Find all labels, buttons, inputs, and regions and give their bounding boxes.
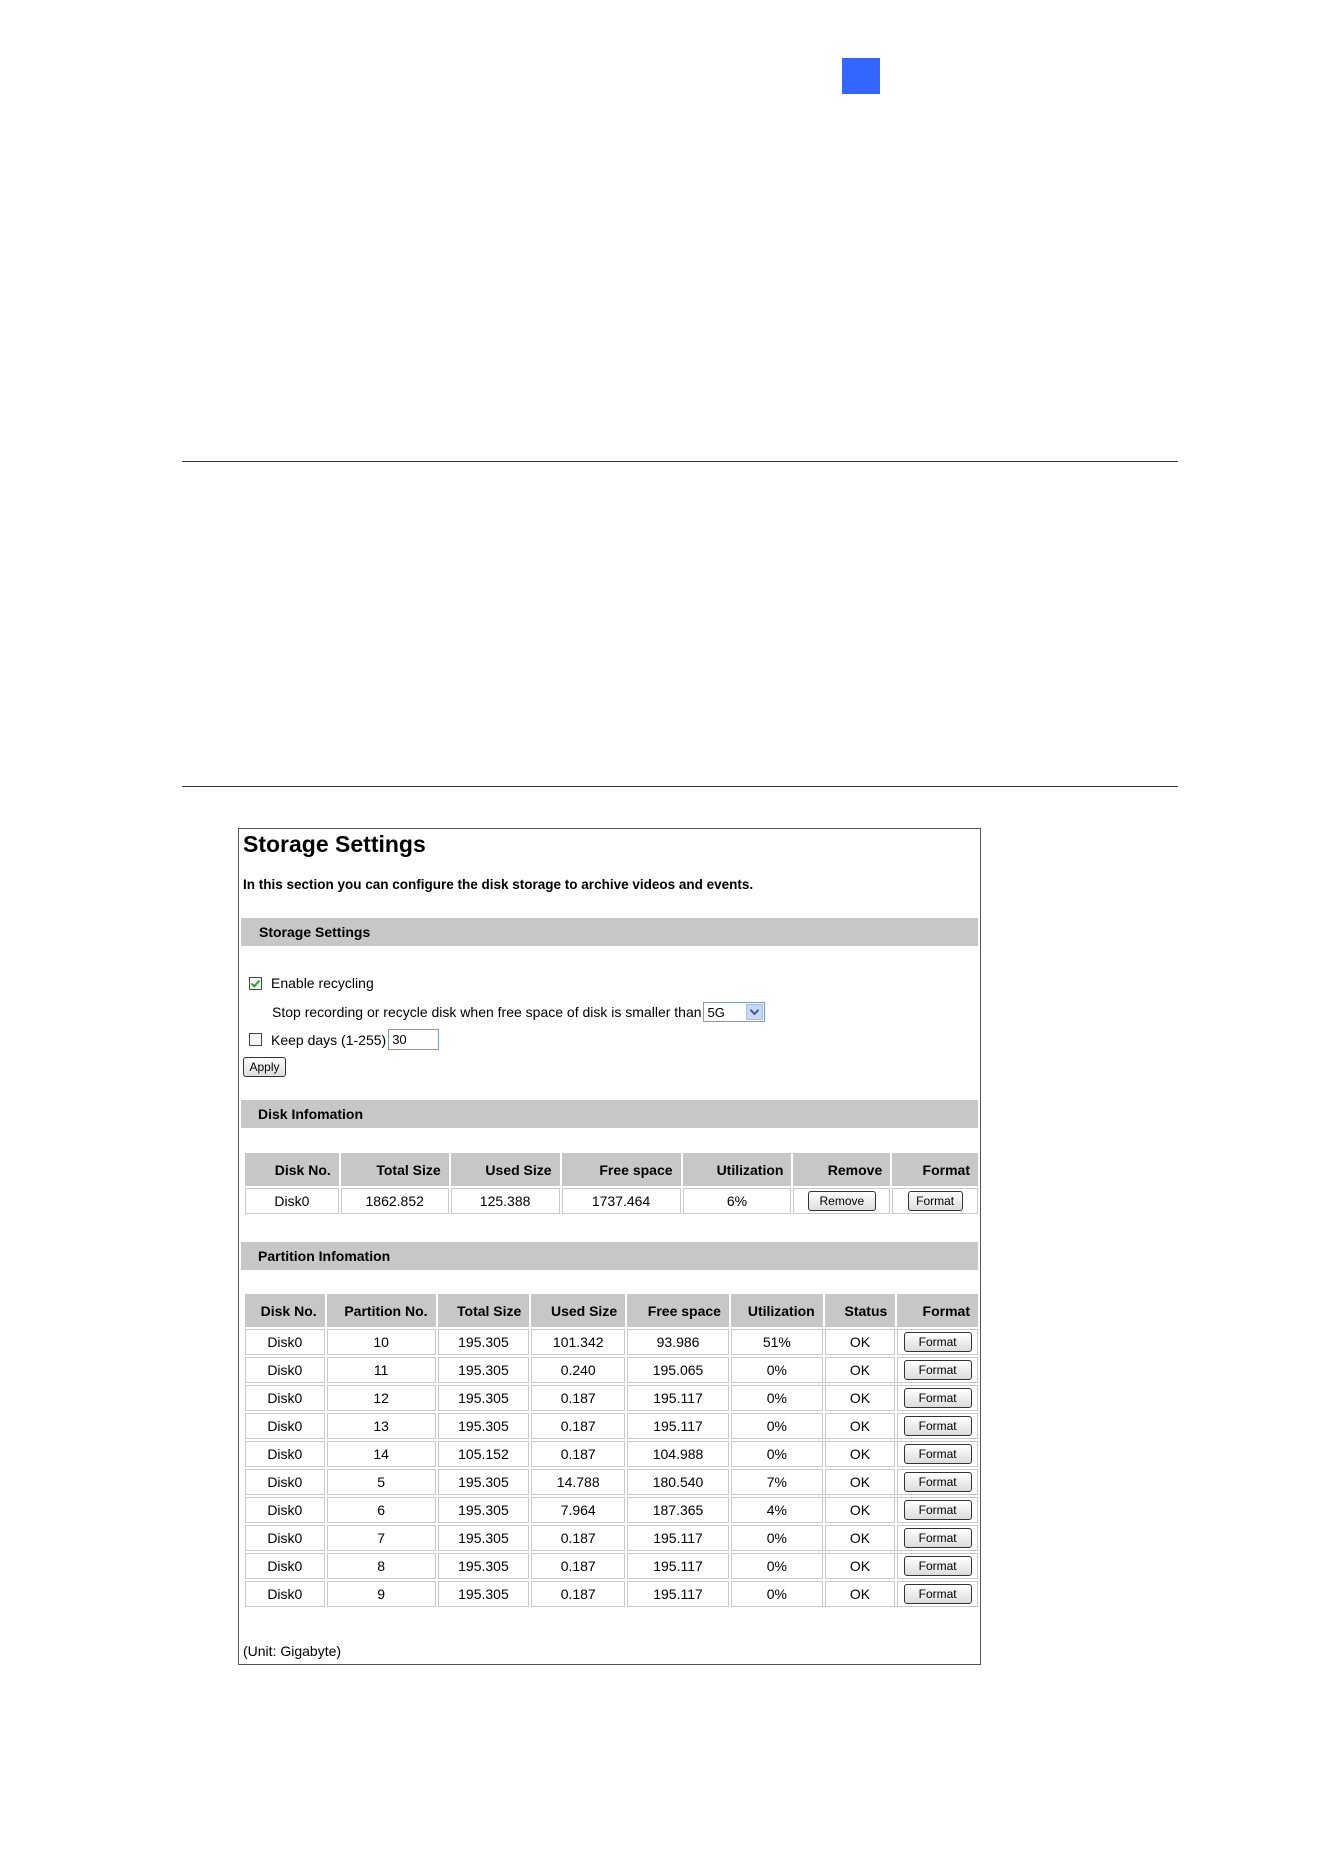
partition-cell-util: 0% (731, 1385, 823, 1411)
partition-cell-util: 0% (731, 1553, 823, 1579)
partition-cell-used: 0.187 (531, 1385, 625, 1411)
partition-column-header: Total Size (438, 1294, 530, 1327)
partition-column-header: Used Size (531, 1294, 625, 1327)
partition-cell-free: 93.986 (627, 1329, 729, 1355)
free-space-threshold-select[interactable] (703, 1002, 765, 1022)
chapter-tab-marker (842, 58, 880, 94)
format-button[interactable]: Format (904, 1556, 972, 1576)
partition-cell-total: 195.305 (438, 1581, 530, 1607)
partition-column-header: Free space (627, 1294, 729, 1327)
disk-cell-total: 1862.852 (341, 1188, 449, 1214)
partition-cell-total: 105.152 (438, 1441, 530, 1467)
keep-days-row (249, 1029, 439, 1050)
partition-cell-free: 195.117 (627, 1581, 729, 1607)
partition-column-header: Disk No. (245, 1294, 325, 1327)
table-row (245, 1497, 978, 1523)
partition-cell-format (897, 1497, 978, 1523)
unit-note: (Unit: Gigabyte) (243, 1643, 342, 1659)
partition-cell-util: 0% (731, 1441, 823, 1467)
partition-information-header: Partition Infomation (241, 1242, 978, 1270)
keep-days-label: Keep days (1-255) (271, 1031, 387, 1048)
storage-settings-header: Storage Settings (241, 918, 978, 946)
partition-cell-free: 187.365 (627, 1497, 729, 1523)
table-row (245, 1441, 978, 1467)
format-button[interactable]: Format (904, 1332, 972, 1352)
disk-cell-format (892, 1188, 978, 1214)
section-rule (182, 786, 1178, 787)
table-row (245, 1469, 978, 1495)
partition-cell-disk: Disk0 (245, 1329, 325, 1355)
partition-cell-free: 104.988 (627, 1441, 729, 1467)
format-button[interactable]: Format (908, 1191, 963, 1211)
partition-column-header: Utilization (731, 1294, 823, 1327)
keep-days-input[interactable]: 30 (388, 1029, 439, 1050)
disk-cell-disk: Disk0 (245, 1188, 339, 1214)
disk-column-header: Free space (562, 1153, 681, 1186)
partition-cell-total: 195.305 (438, 1413, 530, 1439)
partition-cell-used: 0.187 (531, 1525, 625, 1551)
partition-cell-util: 0% (731, 1413, 823, 1439)
partition-cell-status: OK (825, 1385, 896, 1411)
partition-cell-disk: Disk0 (245, 1413, 325, 1439)
partition-column-header: Status (825, 1294, 896, 1327)
disk-information-table (243, 1151, 980, 1216)
disk-cell-used: 125.388 (451, 1188, 560, 1214)
enable-recycling-row (249, 975, 374, 991)
partition-cell-free: 195.065 (627, 1357, 729, 1383)
partition-column-header: Partition No. (327, 1294, 436, 1327)
partition-cell-used: 0.187 (531, 1413, 625, 1439)
partition-cell-status: OK (825, 1553, 896, 1579)
apply-button[interactable]: Apply (243, 1057, 286, 1077)
table-row (245, 1385, 978, 1411)
partition-cell-util: 0% (731, 1357, 823, 1383)
partition-information-table (243, 1292, 980, 1609)
partition-cell-part: 5 (327, 1469, 436, 1495)
table-row (245, 1413, 978, 1439)
enable-recycling-label: Enable recycling (271, 975, 374, 991)
partition-cell-part: 11 (327, 1357, 436, 1383)
partition-cell-total: 195.305 (438, 1553, 530, 1579)
partition-cell-format (897, 1357, 978, 1383)
partition-cell-status: OK (825, 1441, 896, 1467)
disk-column-header: Remove (793, 1153, 890, 1186)
partition-cell-total: 195.305 (438, 1525, 530, 1551)
partition-cell-part: 6 (327, 1497, 436, 1523)
partition-cell-format (897, 1441, 978, 1467)
partition-cell-free: 195.117 (627, 1413, 729, 1439)
partition-cell-format (897, 1385, 978, 1411)
format-button[interactable]: Format (904, 1500, 972, 1520)
format-button[interactable]: Format (904, 1416, 972, 1436)
disk-information-header: Disk Infomation (241, 1100, 978, 1128)
page-title: Storage Settings (243, 831, 426, 857)
partition-cell-total: 195.305 (438, 1357, 530, 1383)
partition-column-header: Format (897, 1294, 978, 1327)
format-button[interactable]: Format (904, 1472, 972, 1492)
partition-cell-used: 7.964 (531, 1497, 625, 1523)
partition-cell-free: 180.540 (627, 1469, 729, 1495)
table-row (245, 1357, 978, 1383)
partition-cell-format (897, 1553, 978, 1579)
partition-cell-format (897, 1525, 978, 1551)
disk-column-header: Disk No. (245, 1153, 339, 1186)
stop-recording-row (272, 1002, 765, 1022)
partition-cell-used: 14.788 (531, 1469, 625, 1495)
chevron-down-icon[interactable] (746, 1004, 763, 1020)
disk-column-header: Utilization (683, 1153, 792, 1186)
header-rule (182, 461, 1178, 462)
partition-cell-util: 4% (731, 1497, 823, 1523)
partition-cell-used: 0.187 (531, 1581, 625, 1607)
table-row (245, 1188, 978, 1214)
page-description: In this section you can configure the disk storage to archive videos and events. (243, 877, 754, 892)
partition-cell-disk: Disk0 (245, 1525, 325, 1551)
remove-button[interactable]: Remove (808, 1191, 876, 1211)
format-button[interactable]: Format (904, 1388, 972, 1408)
partition-cell-disk: Disk0 (245, 1469, 325, 1495)
partition-cell-util: 0% (731, 1525, 823, 1551)
partition-cell-util: 0% (731, 1581, 823, 1607)
partition-cell-free: 195.117 (627, 1385, 729, 1411)
partition-cell-total: 195.305 (438, 1385, 530, 1411)
partition-cell-status: OK (825, 1357, 896, 1383)
partition-cell-disk: Disk0 (245, 1441, 325, 1467)
enable-recycling-checkbox[interactable] (249, 977, 262, 990)
partition-cell-format (897, 1329, 978, 1355)
partition-cell-used: 101.342 (531, 1329, 625, 1355)
disk-cell-free: 1737.464 (562, 1188, 681, 1214)
disk-column-header: Total Size (341, 1153, 449, 1186)
partition-cell-util: 51% (731, 1329, 823, 1355)
disk-column-header: Format (892, 1153, 978, 1186)
table-row (245, 1581, 978, 1607)
partition-cell-format (897, 1413, 978, 1439)
partition-cell-part: 8 (327, 1553, 436, 1579)
partition-cell-total: 195.305 (438, 1497, 530, 1523)
partition-cell-status: OK (825, 1581, 896, 1607)
disk-cell-util: 6% (683, 1188, 792, 1214)
partition-cell-format (897, 1469, 978, 1495)
partition-cell-status: OK (825, 1413, 896, 1439)
partition-cell-used: 0.187 (531, 1553, 625, 1579)
partition-cell-part: 12 (327, 1385, 436, 1411)
partition-cell-used: 0.187 (531, 1441, 625, 1467)
table-row (245, 1329, 978, 1355)
partition-cell-status: OK (825, 1525, 896, 1551)
table-row (245, 1525, 978, 1551)
format-button[interactable]: Format (904, 1584, 972, 1604)
partition-cell-part: 7 (327, 1525, 436, 1551)
partition-cell-status: OK (825, 1469, 896, 1495)
partition-cell-disk: Disk0 (245, 1497, 325, 1523)
partition-cell-part: 9 (327, 1581, 436, 1607)
partition-cell-status: OK (825, 1497, 896, 1523)
format-button[interactable]: Format (904, 1360, 972, 1380)
partition-cell-used: 0.240 (531, 1357, 625, 1383)
storage-settings-panel (238, 828, 981, 1665)
partition-cell-disk: Disk0 (245, 1581, 325, 1607)
disk-column-header: Used Size (451, 1153, 560, 1186)
partition-cell-format (897, 1581, 978, 1607)
table-row (245, 1553, 978, 1579)
partition-cell-part: 14 (327, 1441, 436, 1467)
partition-cell-util: 7% (731, 1469, 823, 1495)
disk-cell-remove (793, 1188, 890, 1214)
partition-cell-part: 10 (327, 1329, 436, 1355)
partition-cell-total: 195.305 (438, 1469, 530, 1495)
partition-cell-free: 195.117 (627, 1553, 729, 1579)
partition-cell-total: 195.305 (438, 1329, 530, 1355)
partition-cell-disk: Disk0 (245, 1553, 325, 1579)
partition-cell-disk: Disk0 (245, 1385, 325, 1411)
keep-days-checkbox[interactable] (249, 1033, 262, 1046)
partition-cell-free: 195.117 (627, 1525, 729, 1551)
partition-cell-part: 13 (327, 1413, 436, 1439)
partition-cell-status: OK (825, 1329, 896, 1355)
format-button[interactable]: Format (904, 1444, 972, 1464)
free-space-threshold-value: 5G (707, 1004, 725, 1020)
stop-recording-label: Stop recording or recycle disk when free space of disk is smaller than (272, 1004, 702, 1020)
check-icon (250, 978, 261, 989)
partition-cell-disk: Disk0 (245, 1357, 325, 1383)
format-button[interactable]: Format (904, 1528, 972, 1548)
